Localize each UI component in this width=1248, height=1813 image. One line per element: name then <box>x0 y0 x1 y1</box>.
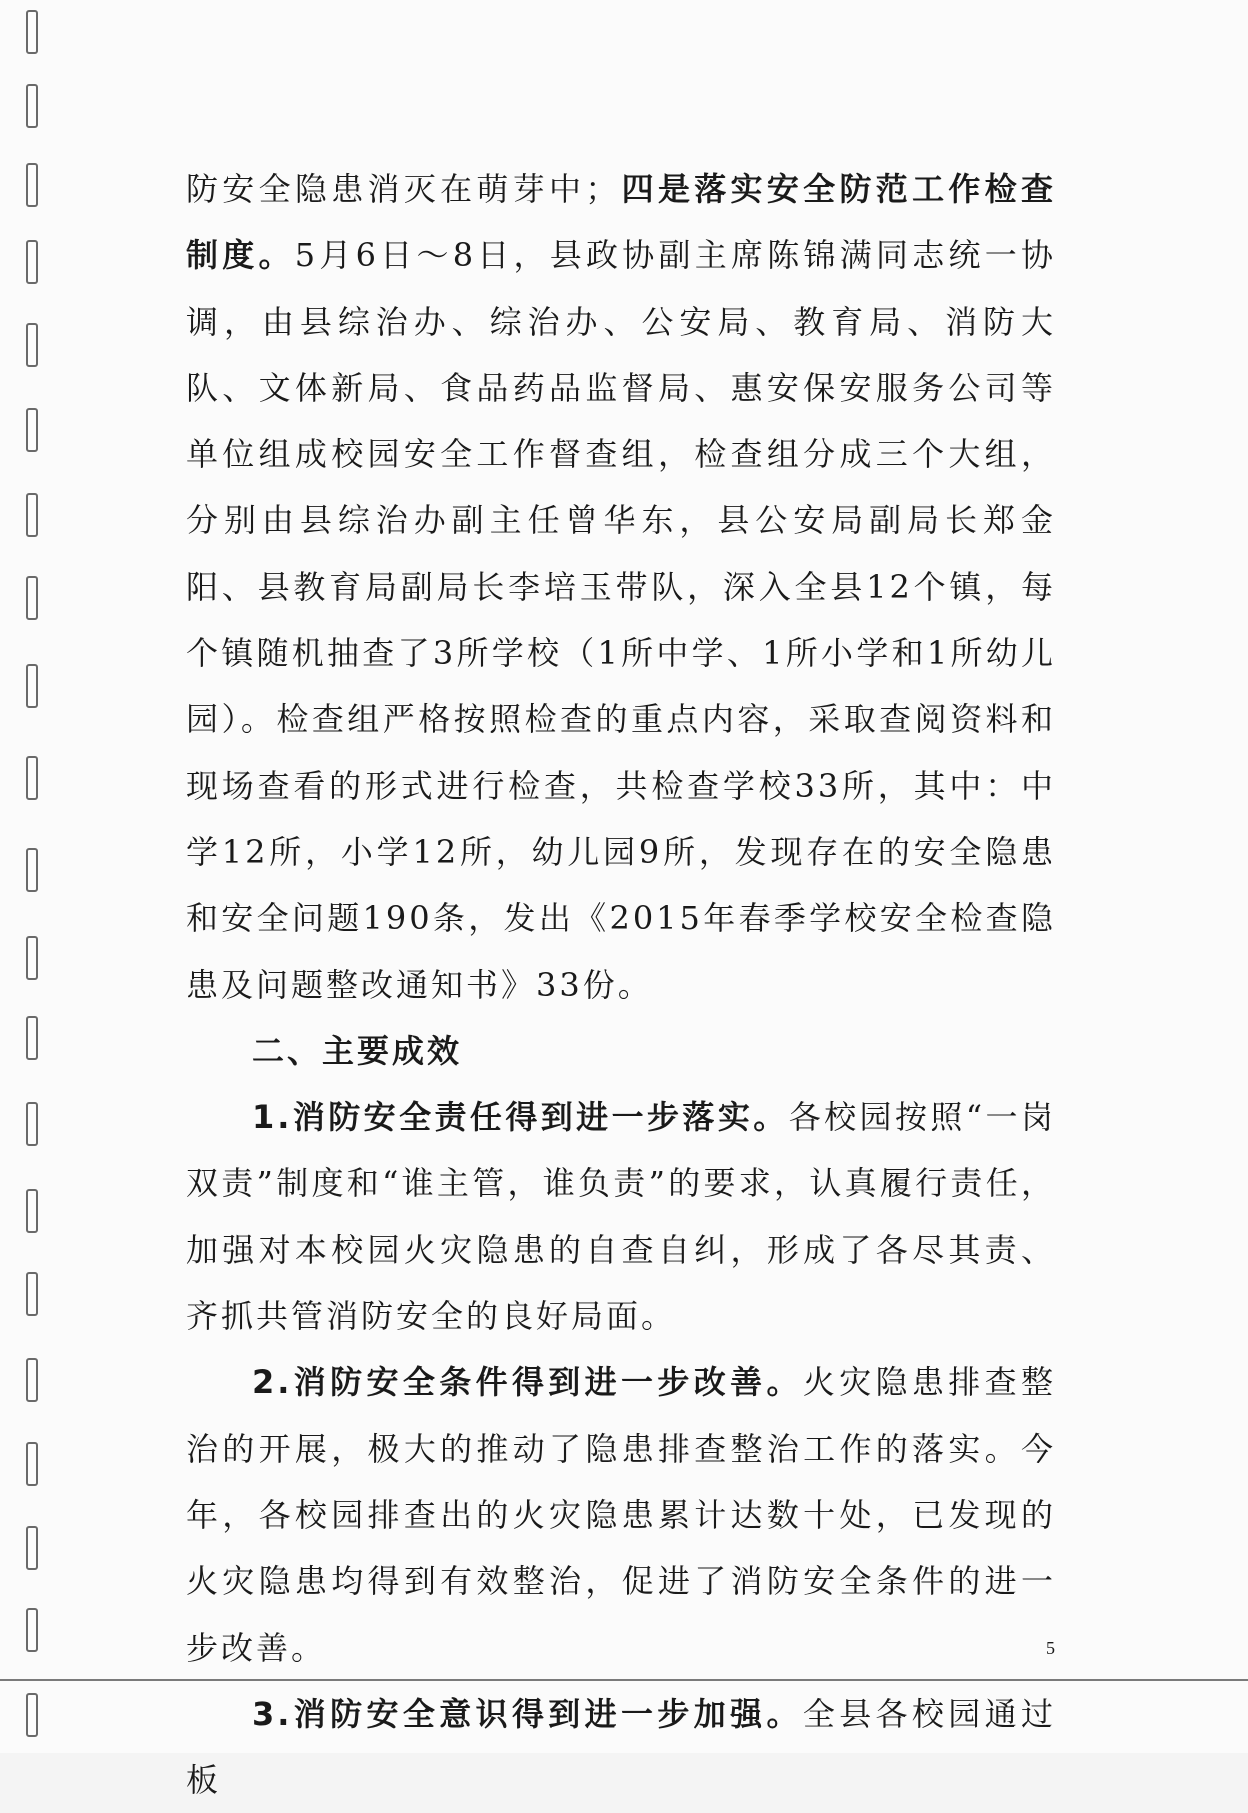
binding-hole <box>26 848 38 892</box>
text-run: 5月6日～8日，县政协副主席陈锦满同志统一协调，由县综治办、综治办、公安局、教育局、消防大队、文体新局、食品药品监督局、惠安保安服务公司等单位组成校园安全工作督查组，检查组分成三个大组，分别由县综治办副主任曾华东，县公安局副局长郑金阳、县教育局副局长李培玉带队，深入全县12个镇，每个镇随机抽查了3所学校（1所中学、1所小学和1所幼儿园）。检查组严格按照检查的重点内容，采取查阅资料和现场查看的形式进行检查，共检查学校33所，其中：中学12所，小学12所，幼儿园9所，发现存在的安全隐患和安全问题190条，发出《2015年春季学校安全检查隐患及问题整改通知书》33份。 <box>186 236 1056 1004</box>
result-body: 全县各校园通过板 <box>186 1694 1056 1800</box>
binding-hole <box>26 936 38 980</box>
binding-hole <box>26 664 38 708</box>
binding-hole <box>26 323 38 367</box>
binding-hole <box>26 1442 38 1486</box>
binding-hole <box>26 1102 38 1146</box>
binding-hole <box>26 84 38 128</box>
footer-rule <box>0 1679 1248 1681</box>
result-item-1 <box>186 1084 1056 1349</box>
binding-hole <box>26 1693 38 1737</box>
binding-hole <box>26 10 38 54</box>
binding-hole <box>26 1272 38 1316</box>
binding-hole <box>26 576 38 620</box>
binding-hole <box>26 1016 38 1060</box>
binding-hole <box>26 163 38 207</box>
result-item-2 <box>186 1349 1056 1680</box>
binding-hole <box>26 1189 38 1233</box>
binding-hole <box>26 408 38 452</box>
result-lead: 2.消防安全条件得到进一步改善。 <box>252 1363 803 1402</box>
binding-holes <box>0 0 60 1753</box>
section-heading: 二、主要成效 <box>252 1031 463 1070</box>
binding-hole <box>26 493 38 537</box>
result-lead: 1.消防安全责任得到进一步落实。 <box>252 1098 789 1137</box>
bold-run: 四是落实安全防范工作检查制度。 <box>186 170 1056 275</box>
page-number: 5 <box>1046 1638 1055 1658</box>
binding-hole <box>26 240 38 284</box>
result-item-3 <box>186 1681 1056 1813</box>
text-run: 防安全隐患消灭在萌芽中； <box>186 170 621 208</box>
body-text <box>186 156 1056 1813</box>
result-lead: 3.消防安全意识得到进一步加强。 <box>252 1694 803 1733</box>
result-body: 各校园按照“一岗双责”制度和“谁主管，谁负责”的要求，认真履行责任，加强对本校园火灾隐患的自查自纠，形成了各尽其责、齐抓共管消防安全的良好局面。 <box>186 1098 1056 1336</box>
binding-hole <box>26 1526 38 1570</box>
binding-hole <box>26 1358 38 1402</box>
binding-hole <box>26 756 38 800</box>
paragraph-inspection <box>186 156 1056 1018</box>
result-body: 火灾隐患排查整治的开展，极大的推动了隐患排查整治工作的落实。今年，各校园排查出的火灾隐患累计达数十处，已发现的火灾隐患均得到有效整治，促进了消防安全条件的进一步改善。 <box>186 1363 1056 1667</box>
binding-hole <box>26 1608 38 1652</box>
